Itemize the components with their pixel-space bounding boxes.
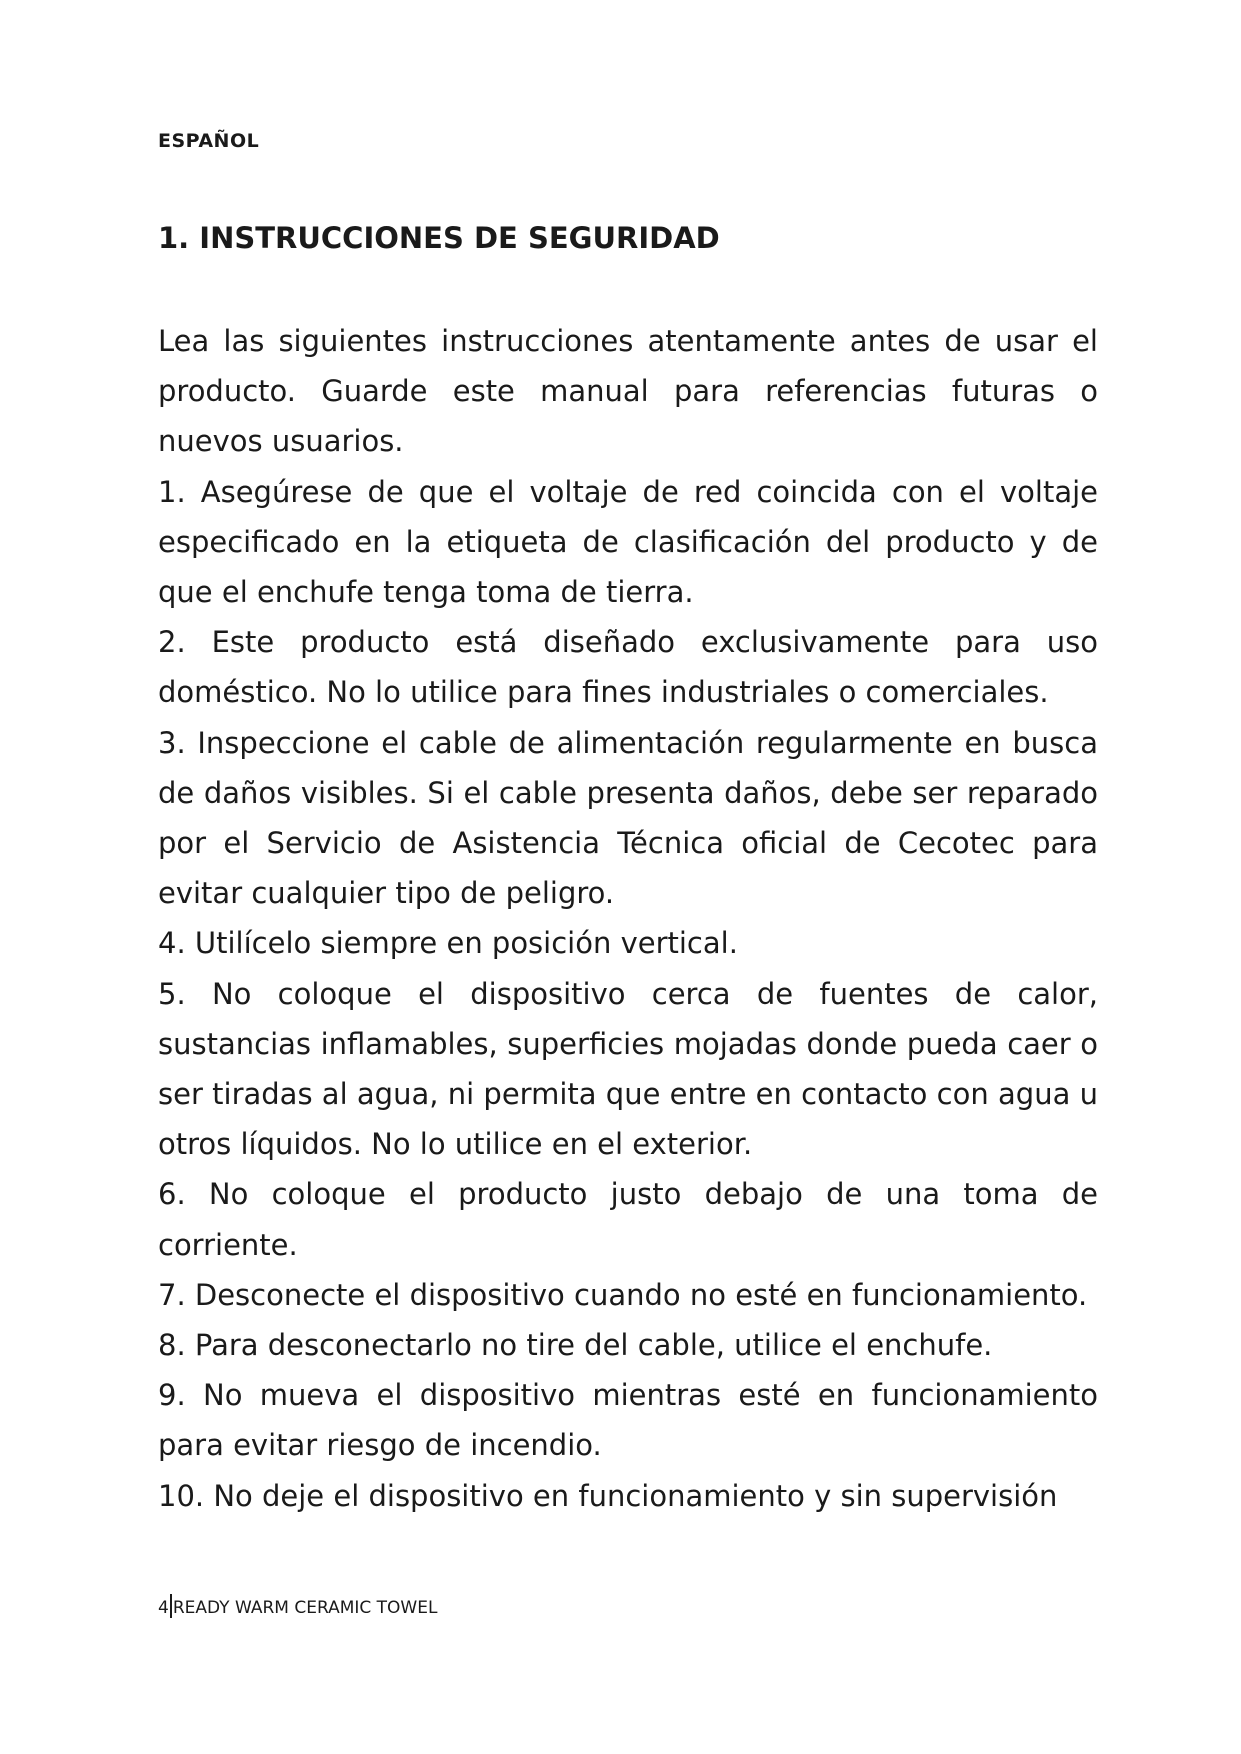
instruction-item-4: 4. Utilícelo siempre en posición vertical. — [158, 926, 738, 961]
instruction-item-1: 1. Asegúrese de que el voltaje de red coincida con el voltaje especificado en la etiqueta de clasificación del producto y de que el enchufe tenga toma de tierra. — [158, 474, 1098, 610]
page-footer — [158, 1594, 437, 1618]
instruction-item-3: 3. Inspeccione el cable de alimentación regularmente en busca de daños visibles. Si el cable presenta daños, debe ser reparado por el Servicio de Asistencia Técnica oficial de Cecotec para evitar cualquier tipo de peligro. — [158, 725, 1098, 911]
instruction-item-10: 10. No deje el dispositivo en funcionamiento y sin supervisión — [158, 1478, 1058, 1513]
intro-paragraph: Lea las siguientes instrucciones atentamente antes de usar el producto. Guarde este manual para referencias futuras o nuevos usuarios. — [158, 324, 1098, 459]
instruction-item-6: 6. No coloque el producto justo debajo de una toma de corriente. — [158, 1177, 1098, 1262]
instruction-item-5: 5. No coloque el dispositivo cerca de fuentes de calor, sustancias inflamables, superficies mojadas donde pueda caer o ser tiradas al agua, ni permita que entre en contacto con agua u otros líquidos. No lo utilice en el exterior. — [158, 976, 1098, 1162]
instruction-item-2: 2. Este producto está diseñado exclusivamente para uso doméstico. No lo utilice para fines industriales o comerciales. — [158, 625, 1098, 710]
footer-divider — [170, 1594, 172, 1618]
section-title: 1. INSTRUCCIONES DE SEGURIDAD — [158, 221, 720, 255]
instruction-item-8: 8. Para desconectarlo no tire del cable, utilice el enchufe. — [158, 1328, 993, 1363]
page-number: 4 — [158, 1598, 169, 1618]
instruction-item-7: 7. Desconecte el dispositivo cuando no esté en funcionamiento. — [158, 1277, 1088, 1312]
safety-instructions — [158, 316, 1098, 1521]
language-label: ESPAÑOL — [158, 130, 260, 152]
product-name: READY WARM CERAMIC TOWEL — [172, 1598, 438, 1618]
instruction-item-9: 9. No mueva el dispositivo mientras esté en funcionamiento para evitar riesgo de incendio. — [158, 1378, 1098, 1463]
